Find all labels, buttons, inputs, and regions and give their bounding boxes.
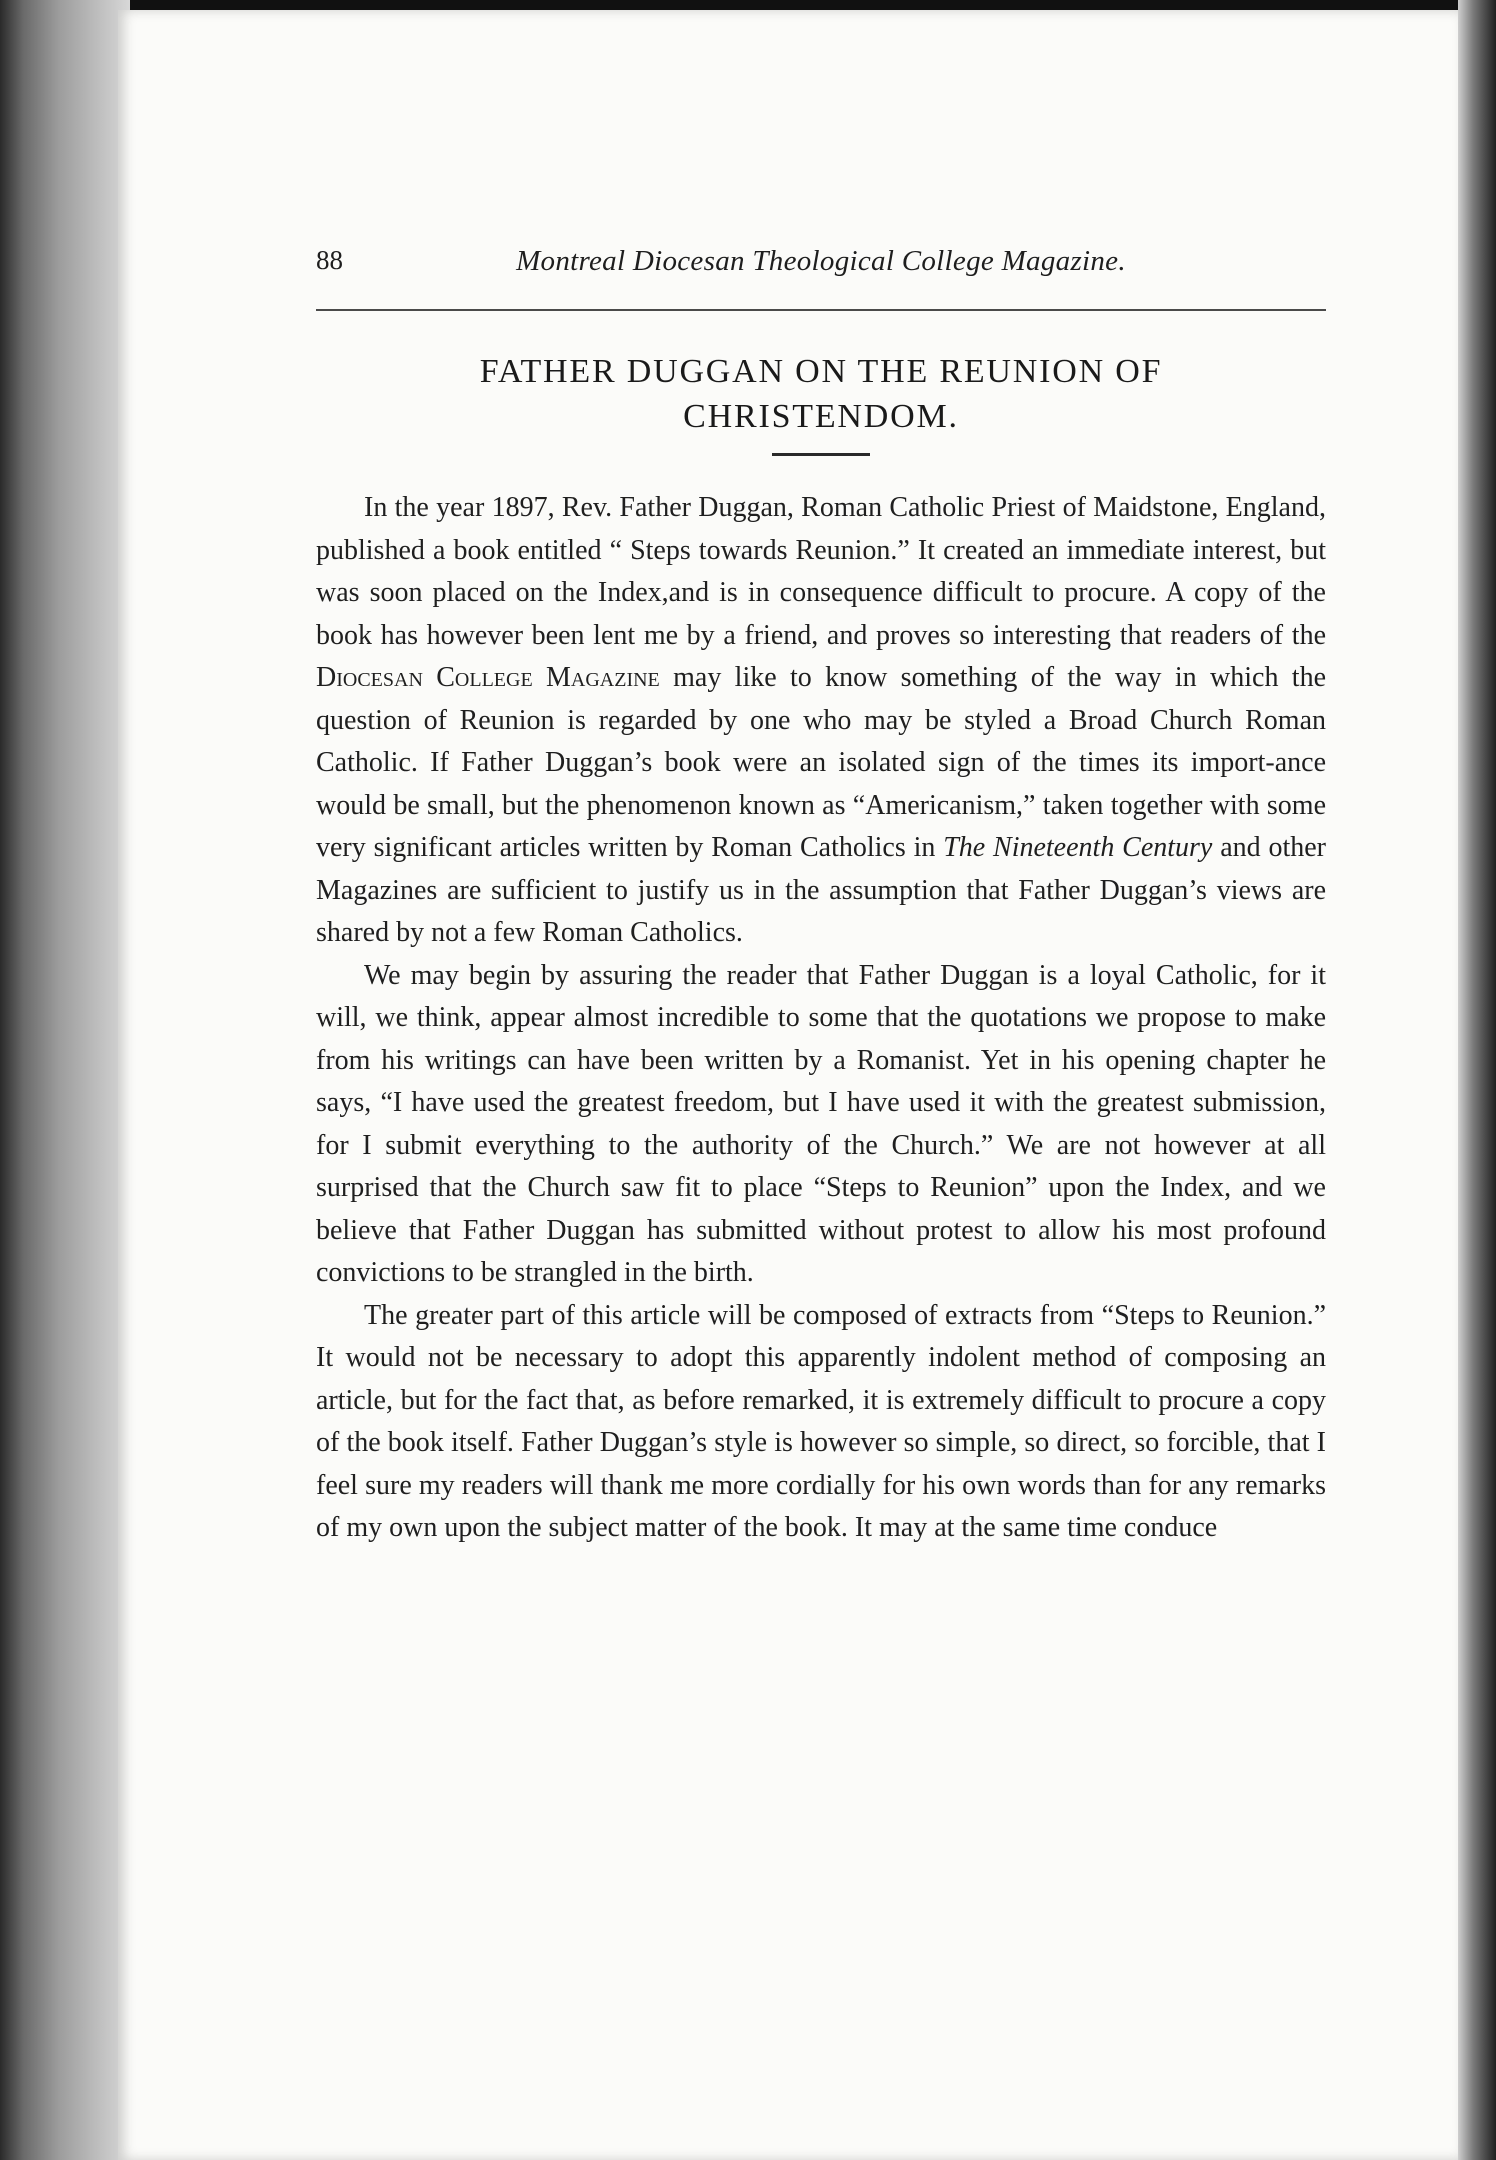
article-title-line-1: FATHER DUGGAN ON THE REUNION OF xyxy=(479,353,1163,390)
running-title: Montreal Diocesan Theological College Magazine. xyxy=(516,245,1126,277)
article-body xyxy=(316,487,1326,1550)
paragraph-3: The greater part of this article will be composed of extracts from “Steps to Reunion.” It would not be necessary to adopt this apparently indolent method of composing an article, but for the fact that, as before remarked, it is extremely difficult to procure a copy of the book itself. Father Duggan’s style is however so simple, so direct, so forcible, that I feel sure my readers will thank me more cordially for his own words than for any remarks of my own upon the subject matter of the book. It may at the same time conduce xyxy=(316,1299,1326,1543)
periodical-title: The Nineteenth Century xyxy=(943,832,1213,863)
title-rule xyxy=(772,453,870,456)
paragraph-2: We may begin by assuring the reader that Father Duggan is a loyal Catholic, for it will, we think, appear almost incredible to some that the quotations we propose to make from his writings can have been written by a Romanist. Yet in his opening chapter he says, “I have used the greatest freedom, but I have used it with the greatest submission, for I submit everything to the authority of the Church.” We are not however at all surprised that the Church saw fit to place “Steps to Reunion” upon the Index, and we believe that Father Duggan has submitted without protest to allow his most profound convictions to be strangled in the birth. xyxy=(316,959,1326,1288)
book-page-edge-right xyxy=(1458,0,1496,2160)
magazine-name: Diocesan College Magazine xyxy=(316,662,660,693)
article-title-line-2: CHRISTENDOM. xyxy=(683,398,959,435)
article-title xyxy=(316,349,1326,439)
paragraph-1-part-1: In the year 1897, Rev. Father Duggan, Roman Catholic Priest of Maidstone, England, published a book entitled “ Steps towards Reunion.” It created an immediate interest, but was soon placed on the Index,and is in consequence difficult to procure. A copy of the book has however been lent me by a friend, and proves so interesting that readers of the xyxy=(316,492,1326,651)
paragraph-1 xyxy=(316,487,1326,955)
paragraph-1-part-2: may like to know something of the way in which the question of Reunion is regarded by one who may be styled a Broad Church Roman Catholic. If Father Duggan’s book were an isolated sign of the times its import-ance would be small, but the phenomenon known as “Americanism,” taken together with some very significant articles written by Roman Catholics in xyxy=(316,662,1326,863)
page-header xyxy=(316,245,1326,285)
header-rule xyxy=(316,309,1326,311)
book-page-edges-left xyxy=(0,0,130,2160)
paragraph-1-part-3: and other Magazines are sufficient to justify us in the assumption that Father Duggan’s views are shared by not a few Roman Catholics. xyxy=(316,832,1326,948)
page-number: 88 xyxy=(316,245,343,275)
